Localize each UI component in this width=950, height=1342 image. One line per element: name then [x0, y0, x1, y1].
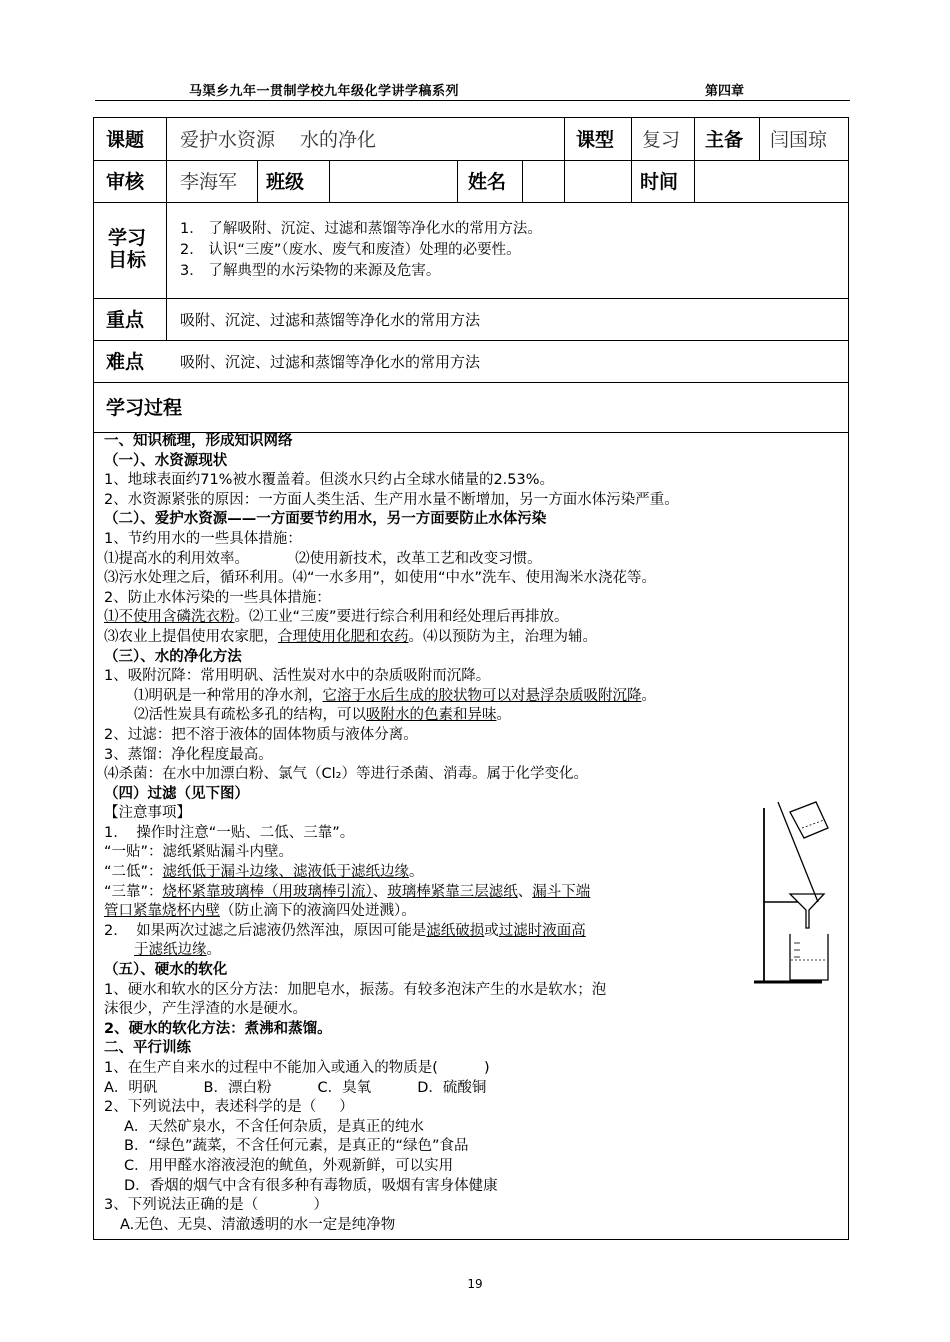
- content-line: ⑴不使用含磷洗衣粉。⑵工业“三废”要进行综合利用和经处理后再排放。: [104, 609, 569, 626]
- subsection-heading: （二）、爱护水资源——一方面要节约用水，另一方面要防止水体污染: [104, 511, 547, 528]
- question: 2、下列说法中，表述科学的是（ ）: [104, 1099, 354, 1116]
- goal-item: 3． 了解典型的水污染物的来源及危害。: [180, 263, 441, 279]
- underlined-answer: 于滤纸边缘: [134, 942, 207, 959]
- section-heading: 一、知识梳理，形成知识网络: [104, 433, 293, 449]
- question-option: C．用甲醛水溶液浸泡的鱿鱼，外观新鲜，可以实用: [124, 1157, 454, 1174]
- content-line: 1、吸附沉降：常用明矾、活性炭对水中的杂质吸附而沉降。: [104, 668, 491, 685]
- lead-value: 闫国琼: [770, 129, 828, 151]
- content-line: 1、地球表面约71%被水覆盖着。但淡水只约占全球水储量的2.53%。: [104, 472, 555, 489]
- content-line: 3、蒸馏：净化程度最高。: [104, 746, 273, 763]
- content-line: 1. 操作时注意“一贴、二低、三靠”。: [104, 824, 355, 841]
- class-label: 班级: [266, 171, 305, 193]
- review-label: 审核: [106, 171, 145, 193]
- underlined-answer: 玻璃棒紧靠三层滤纸: [387, 883, 518, 900]
- underlined-answer: ⑴不使用含磷洗衣粉: [104, 609, 235, 626]
- question-option: A.无色、无臭、清澈透明的水一定是纯净物: [120, 1216, 396, 1233]
- underlined-answer: 滤纸低于漏斗边缘、滤液低于滤纸边缘: [162, 864, 410, 881]
- content-line: 2、过滤：把不溶于液体的固体物质与液体分离。: [104, 726, 418, 743]
- content-line: 2、防止水体污染的一些具体措施：: [104, 589, 331, 606]
- question-option: D．香烟的烟气中含有很多种有毒物质，吸烟有害身体健康: [124, 1177, 498, 1194]
- page-header: [95, 78, 850, 101]
- subject-label: 课题: [106, 129, 145, 151]
- underlined-answer: 吸附水的色素和异味: [366, 707, 497, 724]
- content-line: 2. 如果两次过滤之后滤液仍然浑浊，原因可能是滤纸破损或过滤时液面高: [104, 922, 586, 939]
- content-line: “一贴”：滤纸紧贴漏斗内壁。: [104, 844, 294, 861]
- content-line: “二低”：滤纸低于漏斗边缘、滤液低于滤纸边缘。: [104, 864, 424, 881]
- page-number: 19: [467, 1277, 483, 1291]
- name-label: 姓名: [468, 171, 507, 193]
- content-line: 【注意事项】: [104, 805, 191, 822]
- subsection-heading: 2、硬水的软化方法：煮沸和蒸馏。: [104, 1020, 332, 1037]
- difficult-label: 难点: [106, 351, 145, 373]
- content-line: ⑴明矾是一种常用的净水剂，它溶于水后生成的胶状物可以对悬浮杂质吸附沉降。: [134, 687, 656, 704]
- subject-value: 爱护水资源 水的净化: [180, 129, 377, 151]
- type-label: 课型: [576, 129, 615, 151]
- goals-label-line2: 目标: [108, 249, 147, 271]
- content-line: 2、水资源紧张的原因：一方面人类生活、生产用水量不断增加，另一方面水体污染严重。: [104, 491, 679, 508]
- header-title: 马渠乡九年一贯制学校九年级化学讲学稿系列: [189, 84, 460, 99]
- question: 3、下列说法正确的是（ ）: [104, 1197, 329, 1214]
- content-line: “三靠”：烧杯紧靠玻璃棒（用玻璃棒引流）、玻璃棒紧靠三层滤纸、漏斗下端: [104, 883, 591, 900]
- content-line: 1、节约用水的一些具体措施：: [104, 530, 302, 547]
- section-heading: 二、平行训练: [104, 1040, 191, 1057]
- content-line: 1、硬水和软水的区分方法：加肥皂水，振荡。有较多泡沫产生的水是软水；泡: [104, 981, 607, 998]
- goal-item: 1． 了解吸附、沉淀、过滤和蒸馏等净化水的常用方法。: [180, 221, 542, 237]
- content-line: 管口紧靠烧杯内壁（防止滴下的液滴四处迸溅）。: [104, 903, 416, 920]
- content-line: ⑶污水处理之后，循环利用。⑷“一水多用”，如使用“中水”洗车、使用淘米水浇花等。: [104, 570, 657, 587]
- underlined-answer: 过滤时液面高: [498, 922, 586, 939]
- type-value: 复习: [642, 129, 681, 151]
- subsection-heading: （四）过滤（见下图）: [104, 785, 249, 802]
- content-line: 沫很少，产生浮渣的水是硬水。: [104, 1001, 307, 1018]
- question-option: B．“绿色”蔬菜，不含任何元素，是真正的“绿色”食品: [124, 1138, 469, 1155]
- header-chapter: 第四章: [705, 84, 745, 99]
- underlined-answer: 漏斗下端: [532, 883, 591, 900]
- underlined-answer: 合理使用化肥和农药: [278, 628, 409, 645]
- goals-label-line1: 学习: [108, 227, 147, 249]
- content-line: 于滤纸边缘。: [134, 942, 221, 959]
- difficult-value: 吸附、沉淀、过滤和蒸馏等净化水的常用方法: [180, 353, 481, 371]
- underlined-answer: 它溶于水后生成的胶状物可以对悬浮杂质吸附沉降: [322, 687, 642, 704]
- content-line: ⑵活性炭具有疏松多孔的结构，可以吸附水的色素和异味。: [134, 707, 511, 724]
- question-option: A．天然矿泉水，不含任何杂质，是真正的纯水: [124, 1118, 424, 1135]
- content-line: ⑴提高水的利用效率。 ⑵使用新技术，改革工艺和改变习惯。: [104, 550, 542, 567]
- time-label: 时间: [640, 171, 679, 193]
- lesson-table: [93, 117, 849, 1240]
- subsection-heading: （一）、水资源现状: [104, 452, 228, 469]
- subsection-heading: （五）、硬水的软化: [104, 962, 228, 979]
- content-line: ⑷杀菌：在水中加漂白粉、氯气（Cl₂）等进行杀菌、消毒。属于化学变化。: [104, 766, 588, 783]
- filtration-apparatus-illustration: [750, 798, 845, 988]
- process-label: 学习过程: [106, 397, 183, 419]
- lead-label: 主备: [705, 129, 744, 151]
- key-value: 吸附、沉淀、过滤和蒸馏等净化水的常用方法: [180, 311, 481, 329]
- question: 1、在生产自来水的过程中不能加入或通入的物质是( ): [104, 1060, 490, 1076]
- subsection-heading: （三）、水的净化方法: [104, 648, 242, 665]
- goal-item: 2． 认识“三废”（废水、废气和废渣）处理的必要性。: [180, 242, 521, 258]
- content-line: ⑶农业上提倡使用农家肥，合理使用化肥和农药。⑷以预防为主，治理为辅。: [104, 628, 597, 645]
- review-value: 李海军: [180, 171, 238, 193]
- key-label: 重点: [106, 309, 145, 331]
- underlined-answer: 管口紧靠烧杯内壁: [104, 903, 220, 920]
- underlined-answer: 烧杯紧靠玻璃棒（用玻璃棒引流）: [162, 883, 373, 900]
- question-options: A．明矾 B．漂白粉 C．臭氧 D．硫酸铜: [104, 1079, 487, 1096]
- lesson-content: [104, 432, 840, 1235]
- underlined-answer: 滤纸破损: [426, 922, 485, 939]
